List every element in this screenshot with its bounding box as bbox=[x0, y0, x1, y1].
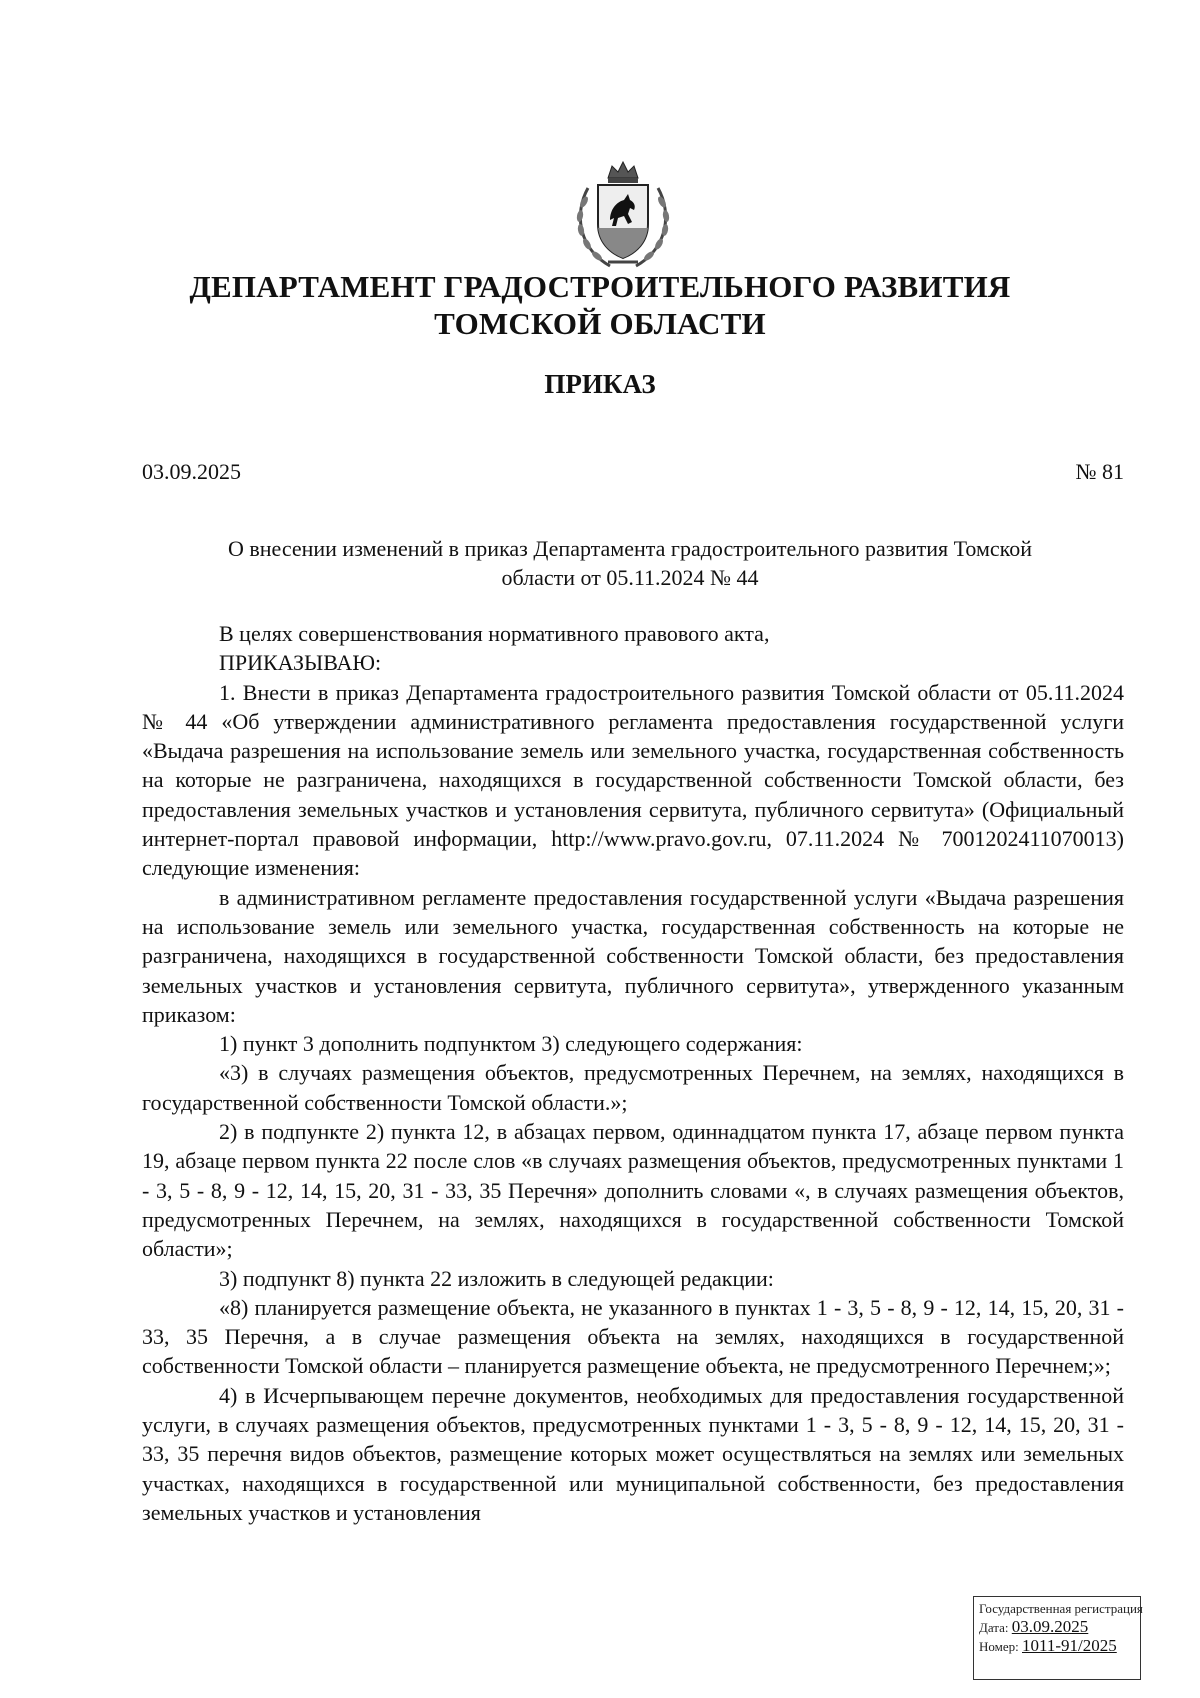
body-paragraph: 2) в подпункте 2) пункта 12, в абзацах первом, одиннадцатом пункта 17, абзаце первом пункта 19, абзаце первом пункта 22 после слов «в случаях размещения объектов, предусмотренных пунктами 1 - 3, 5 - 8, 9 - 12, 14, 15, 20, 31 - 33, 35 Перечня» дополнить словами «, в случаях размещения объектов, предусмотренных Перечнем, на землях, находящихся в государственной собственности Томской области»; bbox=[142, 1119, 1124, 1262]
body-paragraph: «8) планируется размещение объекта, не указанного в пунктах 1 - 3, 5 - 8, 9 - 12, 14, 15, 20, 31 - 33, 35 Перечня, а в случае размещения объекта на землях, находящихся в государственной собственности Томской области – планируется размещение объекта, не предусмотренного Перечнем;»; bbox=[142, 1294, 1124, 1379]
body-paragraph: в административном регламенте предоставления государственной услуги «Выдача разрешения на использование земель или земельного участка, государственная собственность на которые не разграничена, находящихся в государственной собственности Томской области, без предоставления земельных участков и установления сервитута, публичного сервитута», утвержденного указанным приказом: bbox=[142, 884, 1124, 1027]
order-date: 03.09.2025 bbox=[142, 459, 241, 484]
document-type-title: ПРИКАЗ bbox=[544, 369, 656, 399]
order-subject-line1: О внесении изменений в приказ Департамента градостроительного развития Томской bbox=[227, 536, 1033, 561]
organization-title bbox=[100, 268, 1100, 342]
order-subject-line2: области от 05.11.2024 № 44 bbox=[501, 565, 759, 590]
body-paragraph: «3) в случаях размещения объектов, предусмотренных Перечнем, на землях, находящихся в государственной собственности Томской области.»; bbox=[142, 1060, 1124, 1115]
stamp-number-value: 1011-91/2025 bbox=[1022, 1636, 1117, 1655]
order-subject bbox=[175, 534, 1085, 592]
body-paragraph: 4) в Исчерпывающем перечне документов, необходимых для предоставления государственной услуги, в случаях размещения объектов, предусмотренных пунктами 1 - 3, 5 - 8, 9 - 12, 14, 15, 20, 31 - 33, 35 перечня видов объектов, размещение которых может осуществляться на землях или земельных участках, находящихся в государственной или муниципальной собственности, без предоставления земельных участков и установления bbox=[142, 1382, 1124, 1525]
order-number: № 81 bbox=[1075, 459, 1124, 484]
stamp-date-value: 03.09.2025 bbox=[1011, 1617, 1089, 1636]
order-body bbox=[142, 619, 1124, 1527]
registration-stamp bbox=[973, 1596, 1141, 1680]
organization-title-line2: ТОМСКОЙ ОБЛАСТИ bbox=[434, 306, 766, 341]
organization-title-line1: ДЕПАРТАМЕНТ ГРАДОСТРОИТЕЛЬНОГО РАЗВИТИЯ bbox=[189, 269, 1011, 304]
stamp-title: Государственная регистрация bbox=[979, 1601, 1143, 1616]
stamp-number-label: Номер: bbox=[979, 1639, 1019, 1654]
stamp-date-row bbox=[979, 1618, 1135, 1637]
body-paragraph: 1) пункт 3 дополнить подпунктом 3) следующего содержания: bbox=[219, 1031, 803, 1057]
body-paragraph: В целях совершенствования нормативного правового акта, bbox=[219, 621, 770, 646]
coat-of-arms-icon bbox=[570, 158, 676, 272]
body-paragraph: ПРИКАЗЫВАЮ: bbox=[219, 650, 382, 676]
body-paragraph: 1. Внести в приказ Департамента градостроительного развития Томской области от 05.11.2024 № 44 «Об утверждении административного регламента предоставления государственной услуги «Выдача разрешения на использование земель или земельного участка, государственная собственность на которые не разграничена, находящихся в государственной собственности Томской области, без предоставления земельных участков и установления сервитута, публичного сервитута» (Официальный интернет-портал правовой информации, http://www.pravo.gov.ru, 07.11.2024 № 7001202411070013) следующие изменения: bbox=[142, 679, 1124, 881]
body-paragraph: 3) подпункт 8) пункта 22 изложить в следующей редакции: bbox=[219, 1265, 774, 1291]
stamp-date-label: Дата: bbox=[979, 1620, 1009, 1635]
stamp-number-row bbox=[979, 1637, 1135, 1656]
